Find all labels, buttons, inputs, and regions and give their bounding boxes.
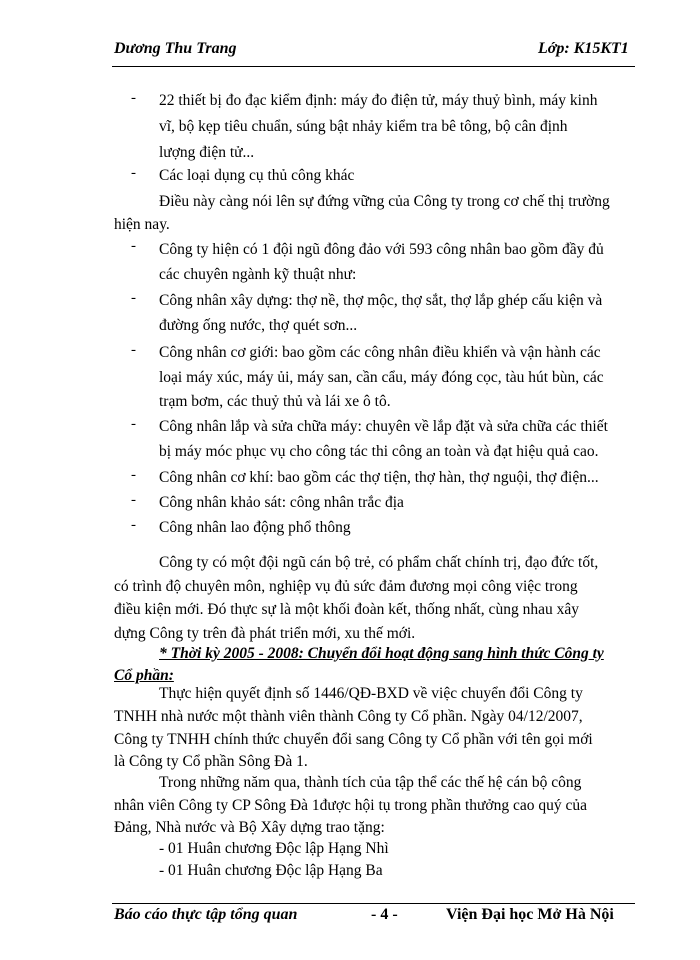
bullet-dash: - [131, 165, 136, 181]
section-title: Cổ phần: [114, 667, 174, 684]
paragraph-line: Công ty TNHH chính thức chuyển đổi sang Công ty Cổ phần với tên gọi mới [114, 731, 593, 748]
bullet-line: Công nhân lao động phổ thông [159, 519, 351, 536]
award-line: - 01 Huân chương Độc lập Hạng Ba [159, 862, 383, 879]
bullet-line: bị máy móc phục vụ cho công tác thi công an toàn và đạt hiệu quả cao. [159, 443, 599, 460]
bullet-dash: - [131, 238, 136, 254]
bullet-line: Công nhân cơ giới: bao gồm các công nhân điều khiển và vận hành các [159, 344, 601, 361]
paragraph-line: Điều này càng nói lên sự đứng vững của Công ty trong cơ chế thị trường [159, 193, 610, 210]
bullet-line: trạm bơm, các thuỷ thủ và lái xe ô tô. [159, 393, 391, 410]
section-title: * Thời kỳ 2005 - 2008: Chuyển đổi hoạt động sang hình thức Công ty [159, 645, 604, 662]
bullet-dash: - [131, 416, 136, 432]
footer-title: Báo cáo thực tập tổng quan [114, 906, 298, 923]
bullet-line: Công nhân xây dựng: thợ nề, thợ mộc, thợ sắt, thợ lắp ghép cấu kiện và [159, 292, 603, 309]
paragraph-line: Thực hiện quyết định số 1446/QĐ-BXD về việc chuyển đổi Công ty [159, 685, 583, 702]
bullet-line: lượng điện tử... [159, 144, 255, 161]
paragraph-line: Công ty có một đội ngũ cán bộ trẻ, có phẩm chất chính trị, đạo đức tốt, [159, 554, 599, 571]
page-number: - 4 - [371, 906, 398, 923]
bullet-dash: - [131, 492, 136, 508]
header-class: Lớp: K15KT1 [538, 40, 629, 57]
paragraph-line: Đảng, Nhà nước và Bộ Xây dựng trao tặng: [114, 819, 385, 836]
paragraph-line: có trình độ chuyên môn, nghiệp vụ đủ sức đảm đương mọi công việc trong [114, 578, 578, 595]
bullet-line: các chuyên ngành kỹ thuật như: [159, 266, 357, 283]
paragraph-line: là Công ty Cổ phần Sông Đà 1. [114, 753, 308, 770]
bullet-line: vĩ, bộ kẹp tiêu chuẩn, súng bật nhảy kiểm tra bê tông, bộ cân định [159, 118, 568, 135]
paragraph-line: nhân viên Công ty CP Sông Đà 1được hội tụ trong phần thưởng cao quý của [114, 797, 588, 814]
bullet-line: 22 thiết bị đo đạc kiểm định: máy đo điện tử, máy thuỷ bình, máy kinh [159, 92, 598, 109]
bullet-line: Công nhân khảo sát: công nhân trắc địa [159, 494, 404, 511]
header-rule [112, 66, 635, 67]
bullet-line: đường ống nước, thợ quét sơn... [159, 317, 358, 334]
paragraph-line: hiện nay. [114, 216, 170, 233]
bullet-line: Các loại dụng cụ thủ công khác [159, 167, 355, 184]
bullet-dash: - [131, 342, 136, 358]
paragraph-line: TNHH nhà nước một thành viên thành Công ty Cổ phần. Ngày 04/12/2007, [114, 708, 583, 725]
award-line: - 01 Huân chương Độc lập Hạng Nhì [159, 840, 389, 857]
footer-rule [112, 903, 635, 904]
paragraph-line: Trong những năm qua, thành tích của tập thể các thế hệ cán bộ công [159, 774, 582, 791]
footer-institution: Viện Đại học Mở Hà Nội [446, 906, 614, 923]
bullet-line: Công nhân cơ khí: bao gồm các thợ tiện, thợ hàn, thợ nguội, thợ điện... [159, 469, 599, 486]
paragraph-line: điều kiện mới. Đó thực sự là một khối đoàn kết, thống nhất, cùng nhau xây [114, 601, 579, 618]
bullet-line: Công nhân lắp và sửa chữa máy: chuyên về lắp đặt và sửa chữa các thiết [159, 418, 608, 435]
bullet-line: loại máy xúc, máy ủi, máy san, cần cẩu, máy đóng cọc, tàu hút bùn, các [159, 369, 604, 386]
bullet-dash: - [131, 467, 136, 483]
paragraph-line: dựng Công ty trên đà phát triển mới, xu thế mới. [114, 625, 416, 642]
bullet-dash: - [131, 290, 136, 306]
header-author: Dương Thu Trang [114, 40, 237, 57]
bullet-dash: - [131, 90, 136, 106]
bullet-dash: - [131, 517, 136, 533]
bullet-line: Công ty hiện có 1 đội ngũ đông đảo với 593 công nhân bao gồm đầy đủ [159, 241, 604, 258]
